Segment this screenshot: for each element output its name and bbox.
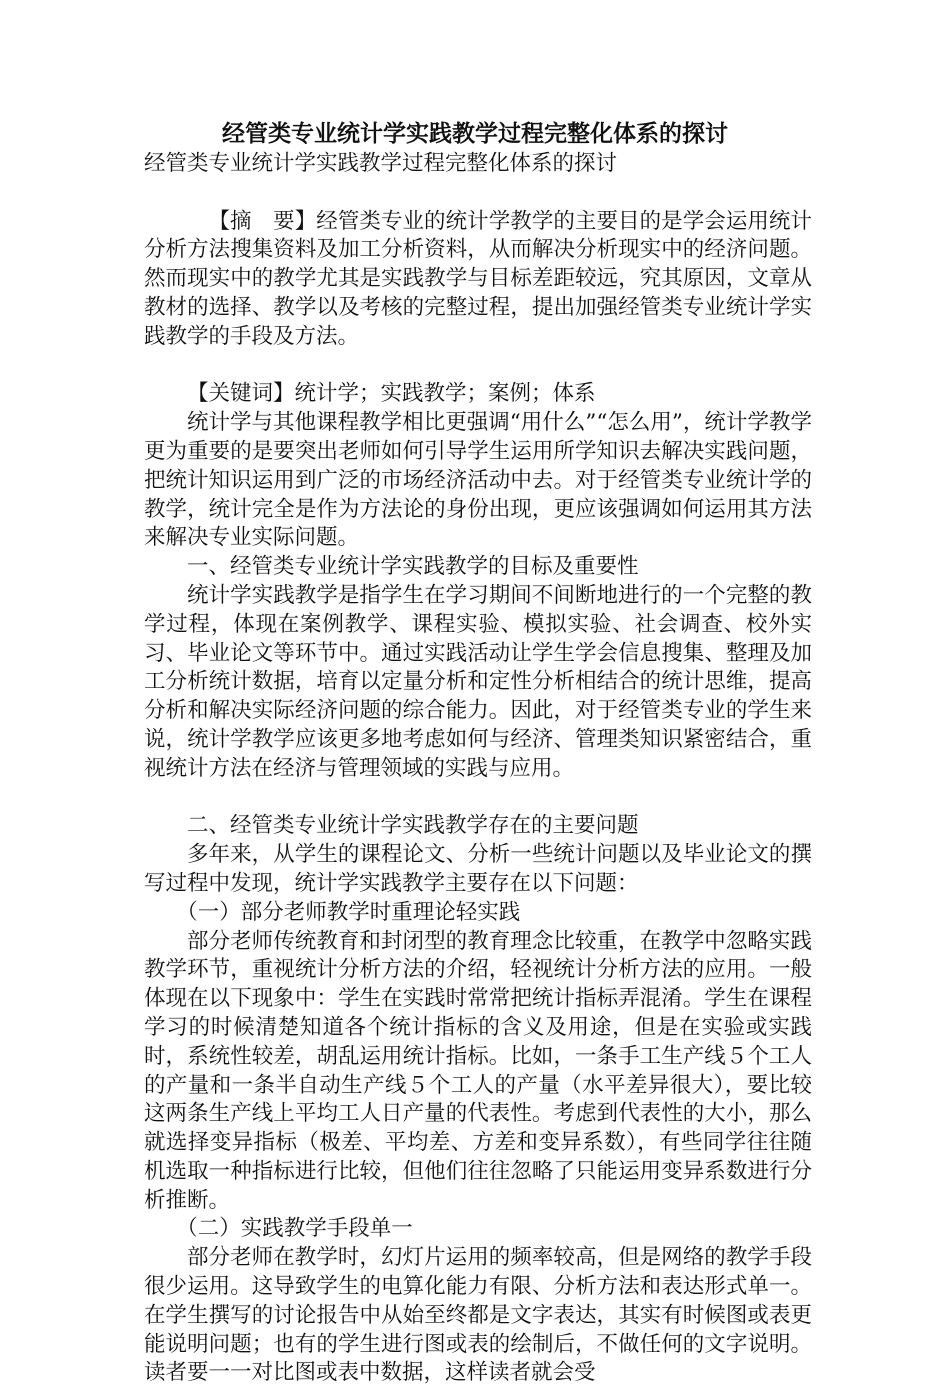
subsection2-paragraph: 部分老师在教学时，幻灯片运用的频率较高，但是网络的教学手段很少运用。这导致学生的电算化能力有限、分析方法和表达形式单一。在学生撰写的讨论报告中从始至终都是文字表达，其实有时候图或表更能说明问题；也有的学生进行图或表的绘制后，不做任何的文字说明。读者要一一对比图或表中数据，这样读者就会受 [144, 1245, 812, 1386]
spacer [144, 179, 812, 208]
section2-intro-paragraph: 多年来，从学生的课程论文、分析一些统计问题以及毕业论文的撰写过程中发现，统计学实践教学主要存在以下问题： [144, 842, 812, 896]
subsection1-heading: （一）部分老师教学时重理论轻实践 [176, 899, 521, 925]
section2-heading: 二、经管类专业统计学实践教学存在的主要问题 [187, 813, 639, 839]
subsection1-paragraph: 部分老师传统教育和封闭型的教育理念比较重，在教学中忽略实践教学环节，重视统计分析方法的介绍，轻视统计分析方法的应用。一般体现在以下现象中：学生在实践时常常把统计指标弄混淆。学生在课程学习的时候清楚知道各个统计指标的含义及用途，但是在实验或实践时，系统性较差，胡乱运用统计指标。比如，一条手工生产线５个工人的产量和一条半自动生产线５个工人的产量（水平差异很大），要比较这两条生产线上平均工人日产量的代表性。考虑到代表性的大小，那么就选择变异指标（极差、平均差、方差和变异系数），有些同学往往随机选取一种指标进行比较，但他们往往忽略了只能运用变异系数进行分析推断。 [144, 928, 812, 1213]
intro-paragraph: 统计学与其他课程教学相比更强调“用什么”“怎么用”，统计学教学更为重要的是要突出老师如何引导学生运用所学知识去解决实践问题，把统计知识运用到广泛的市场经济活动中去。对于经管类专业统计学的教学，统计完全是作为方法论的身份出现，更应该强调如何运用其方法来解决专业实际问题。 [144, 410, 812, 551]
keywords-line: 【关键词】统计学；实践教学；案例；体系 [187, 381, 596, 407]
section1-heading: 一、经管类专业统计学实践教学的目标及重要性 [187, 554, 639, 580]
document-title: 经管类专业统计学实践教学过程完整化体系的探讨 [222, 120, 728, 147]
abstract-paragraph: 【摘 要】经管类专业的统计学教学的主要目的是学会运用统计分析方法搜集资料及加工分析资料，从而解决分析现实中的经济问题。然而现实中的教学尤其是实践教学与目标差距较远，究其原因，文章从教材的选择、教学以及考核的完整过程，提出加强经管类专业统计学实践教学的手段及方法。 [144, 208, 812, 349]
spacer [144, 352, 812, 381]
spacer [144, 784, 812, 813]
document-subtitle: 经管类专业统计学实践教学过程完整化体系的探讨 [144, 151, 618, 176]
subsection2-heading: （二）实践教学手段单一 [176, 1216, 413, 1242]
document-body [144, 150, 812, 1388]
section1-paragraph: 统计学实践教学是指学生在学习期间不间断地进行的一个完整的教学过程，体现在案例教学、课程实验、模拟实验、社会调查、校外实习、毕业论文等环节中。通过实践活动让学生学会信息搜集、整理及加工分析统计数据，培育以定量分析和定性分析相结合的统计思维，提高分析和解决实际经济问题的综合能力。因此，对于经管类专业的学生来说，统计学教学应该更多地考虑如何与经济、管理类知识紧密结合，重视统计方法在经济与管理领域的实践与应用。 [144, 582, 812, 781]
